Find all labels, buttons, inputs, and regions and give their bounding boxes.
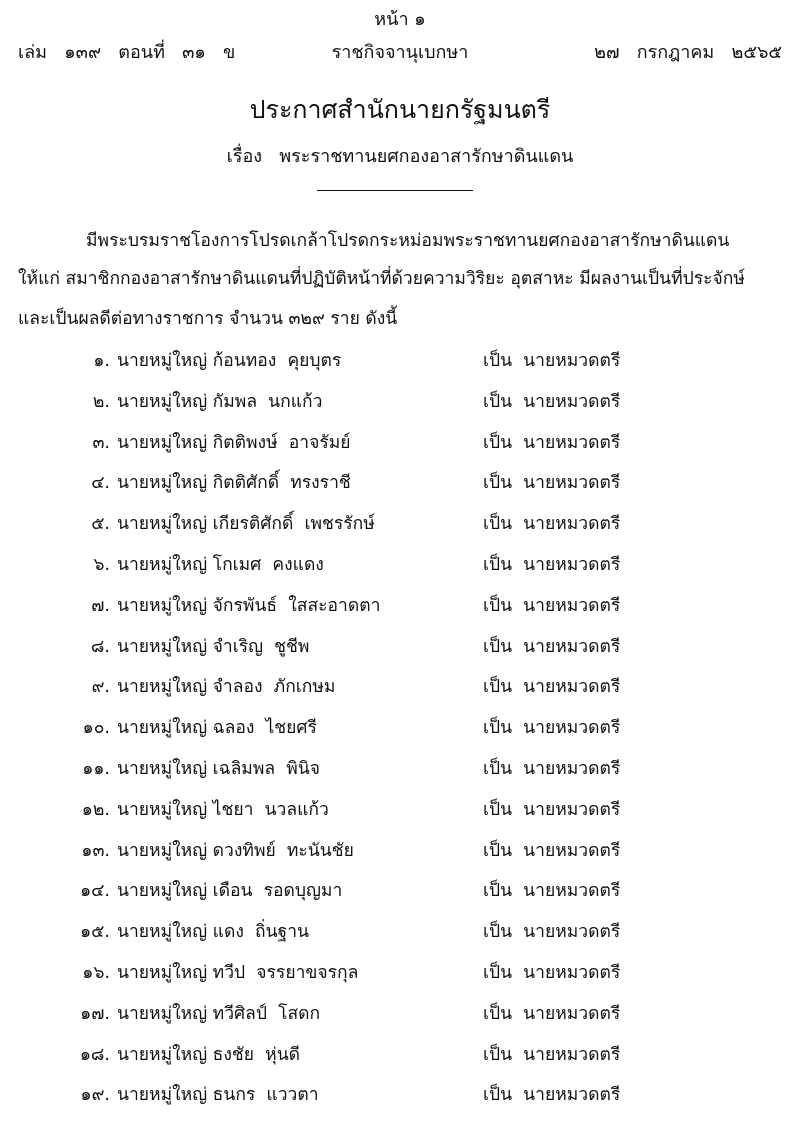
item-number: ๑๕. xyxy=(80,922,110,943)
appointee-name: นายหมู่ใหญ่ เดือน รอดบุญมา xyxy=(117,881,343,902)
appointee-name: นายหมู่ใหญ่ ทวีศิลป์ โสดก xyxy=(117,1003,321,1024)
paragraph-line: และเป็นผลดีต่อทางราชการ จำนวน ๓๒๙ ราย ดังนี้ xyxy=(18,309,398,329)
appointee-rank: เป็น นายหมวดตรี xyxy=(483,473,621,494)
item-number: ๑๘. xyxy=(79,1044,110,1065)
appointee-name: นายหมู่ใหญ่ กิตติพงษ์ อาจรัมย์ xyxy=(117,432,351,453)
item-number: ๑. xyxy=(93,351,110,371)
appointee-rank: เป็น นายหมวดตรี xyxy=(483,962,621,983)
appointee-rank: เป็น นายหมวดตรี xyxy=(483,554,621,575)
list-item xyxy=(0,1040,800,1081)
item-number: ๗. xyxy=(91,595,110,616)
appointee-name: นายหมู่ใหญ่ เกียรติศักดิ์ เพชรรักษ์ xyxy=(117,514,375,535)
appointee-rank: เป็น นายหมวดตรี xyxy=(483,677,621,698)
volume-info: เล่ม ๑๓๙ ตอนที่ ๓๑ ข xyxy=(18,42,236,63)
appointee-name: นายหมู่ใหญ่ ไชยา นวลแก้ว xyxy=(117,799,329,820)
item-number: ๙. xyxy=(91,677,110,698)
item-number: ๑๗. xyxy=(80,1003,110,1024)
appointee-name: นายหมู่ใหญ่ ธนกร แววตา xyxy=(117,1085,319,1106)
publication-date: ๒๗ กรกฎาคม ๒๕๖๕ xyxy=(594,42,782,63)
appointee-rank: เป็น นายหมวดตรี xyxy=(483,1044,621,1065)
appointee-rank: เป็น นายหมวดตรี xyxy=(483,391,621,412)
appointee-rank: เป็น นายหมวดตรี xyxy=(483,351,621,371)
paragraph-line: ให้แก่ สมาชิกกองอาสารักษาดินแดนที่ปฏิบัติหน้าที่ด้วยความวิริยะ อุตสาหะ มีผลงานเป็นที่ประจักษ์ xyxy=(18,269,745,289)
appointee-name: นายหมู่ใหญ่ จักรพันธ์ ใสสะอาดตา xyxy=(117,595,381,616)
appointee-rank: เป็น นายหมวดตรี xyxy=(483,1003,621,1024)
appointee-name: นายหมู่ใหญ่ โกเมศ คงแดง xyxy=(117,554,324,575)
item-number: ๓. xyxy=(92,432,110,453)
appointee-rank: เป็น นายหมวดตรี xyxy=(483,840,621,861)
gazette-header xyxy=(18,38,782,68)
appointee-rank: เป็น นายหมวดตรี xyxy=(483,595,621,616)
list-item xyxy=(0,999,800,1040)
list-item xyxy=(0,468,800,509)
appointee-rank: เป็น นายหมวดตรี xyxy=(483,432,621,453)
appointee-rank: เป็น นายหมวดตรี xyxy=(483,718,621,739)
item-number: ๔. xyxy=(91,473,110,494)
appointee-name: นายหมู่ใหญ่ จำเริญ ชูชีพ xyxy=(117,636,310,657)
document-title: ประกาศสำนักนายกรัฐมนตรี xyxy=(249,95,551,124)
appointee-name: นายหมู่ใหญ่ แดง ถิ่นฐาน xyxy=(117,922,309,943)
appointee-rank: เป็น นายหมวดตรี xyxy=(483,799,621,820)
item-number: ๖. xyxy=(93,554,110,575)
list-item xyxy=(0,672,800,713)
list-item xyxy=(0,428,800,469)
list-item xyxy=(0,958,800,999)
appointee-name: นายหมู่ใหญ่ กิตติศักดิ์ ทรงราชี xyxy=(117,473,351,494)
item-number: ๒. xyxy=(92,391,110,412)
appointee-name: นายหมู่ใหญ่ กัมพล นกแก้ว xyxy=(117,391,323,412)
appointee-rank: เป็น นายหมวดตรี xyxy=(483,1085,621,1106)
item-number: ๑๒. xyxy=(81,799,110,820)
item-number: ๑๖. xyxy=(82,962,110,983)
list-item xyxy=(0,346,800,387)
page-number: หน้า ๑ xyxy=(374,9,426,30)
list-item xyxy=(0,836,800,877)
appointee-name: นายหมู่ใหญ่ ทวีป จรรยาขจรกุล xyxy=(117,962,359,983)
list-item xyxy=(0,387,800,428)
list-item xyxy=(0,795,800,836)
appointee-rank: เป็น นายหมวดตรี xyxy=(483,922,621,943)
list-item xyxy=(0,550,800,591)
appointee-name: นายหมู่ใหญ่ เฉลิมพล พินิจ xyxy=(117,758,320,779)
list-item xyxy=(0,876,800,917)
list-item xyxy=(0,917,800,958)
appointee-name: นายหมู่ใหญ่ ก้อนทอง คุยบุตร xyxy=(117,351,342,371)
item-number: ๘. xyxy=(90,636,110,657)
item-number: ๑๓. xyxy=(81,840,110,861)
appointee-rank: เป็น นายหมวดตรี xyxy=(483,758,621,779)
appointee-rank: เป็น นายหมวดตรี xyxy=(483,636,621,657)
list-item xyxy=(0,632,800,673)
item-number: ๑๙. xyxy=(80,1085,110,1106)
list-item xyxy=(0,509,800,550)
appointee-rank: เป็น นายหมวดตรี xyxy=(483,881,621,902)
list-item xyxy=(0,1080,800,1121)
title-divider xyxy=(317,190,473,191)
item-number: ๑๑. xyxy=(82,758,110,779)
appointee-rank: เป็น นายหมวดตรี xyxy=(483,514,621,535)
appointee-name: นายหมู่ใหญ่ ธงชัย หุ่นดี xyxy=(117,1044,301,1065)
item-number: ๕. xyxy=(91,514,110,535)
paragraph-line: มีพระบรมราชโองการโปรดเกล้าโปรดกระหม่อมพระราชทานยศกองอาสารักษาดินแดน xyxy=(86,231,730,251)
appointee-name: นายหมู่ใหญ่ ฉลอง ไชยศรี xyxy=(117,718,317,739)
appointee-name: นายหมู่ใหญ่ จำลอง ภักเกษม xyxy=(117,677,336,698)
document-subject: เรื่อง พระราชทานยศกองอาสารักษาดินแดน xyxy=(226,146,574,167)
publication-name: ราชกิจจานุเบกษา xyxy=(331,42,469,63)
list-item xyxy=(0,591,800,632)
list-item xyxy=(0,754,800,795)
list-item xyxy=(0,713,800,754)
appointee-list xyxy=(0,346,800,1121)
appointee-name: นายหมู่ใหญ่ ดวงทิพย์ ทะนันชัย xyxy=(117,840,354,861)
item-number: ๑๐. xyxy=(82,718,110,739)
item-number: ๑๔. xyxy=(80,881,110,902)
